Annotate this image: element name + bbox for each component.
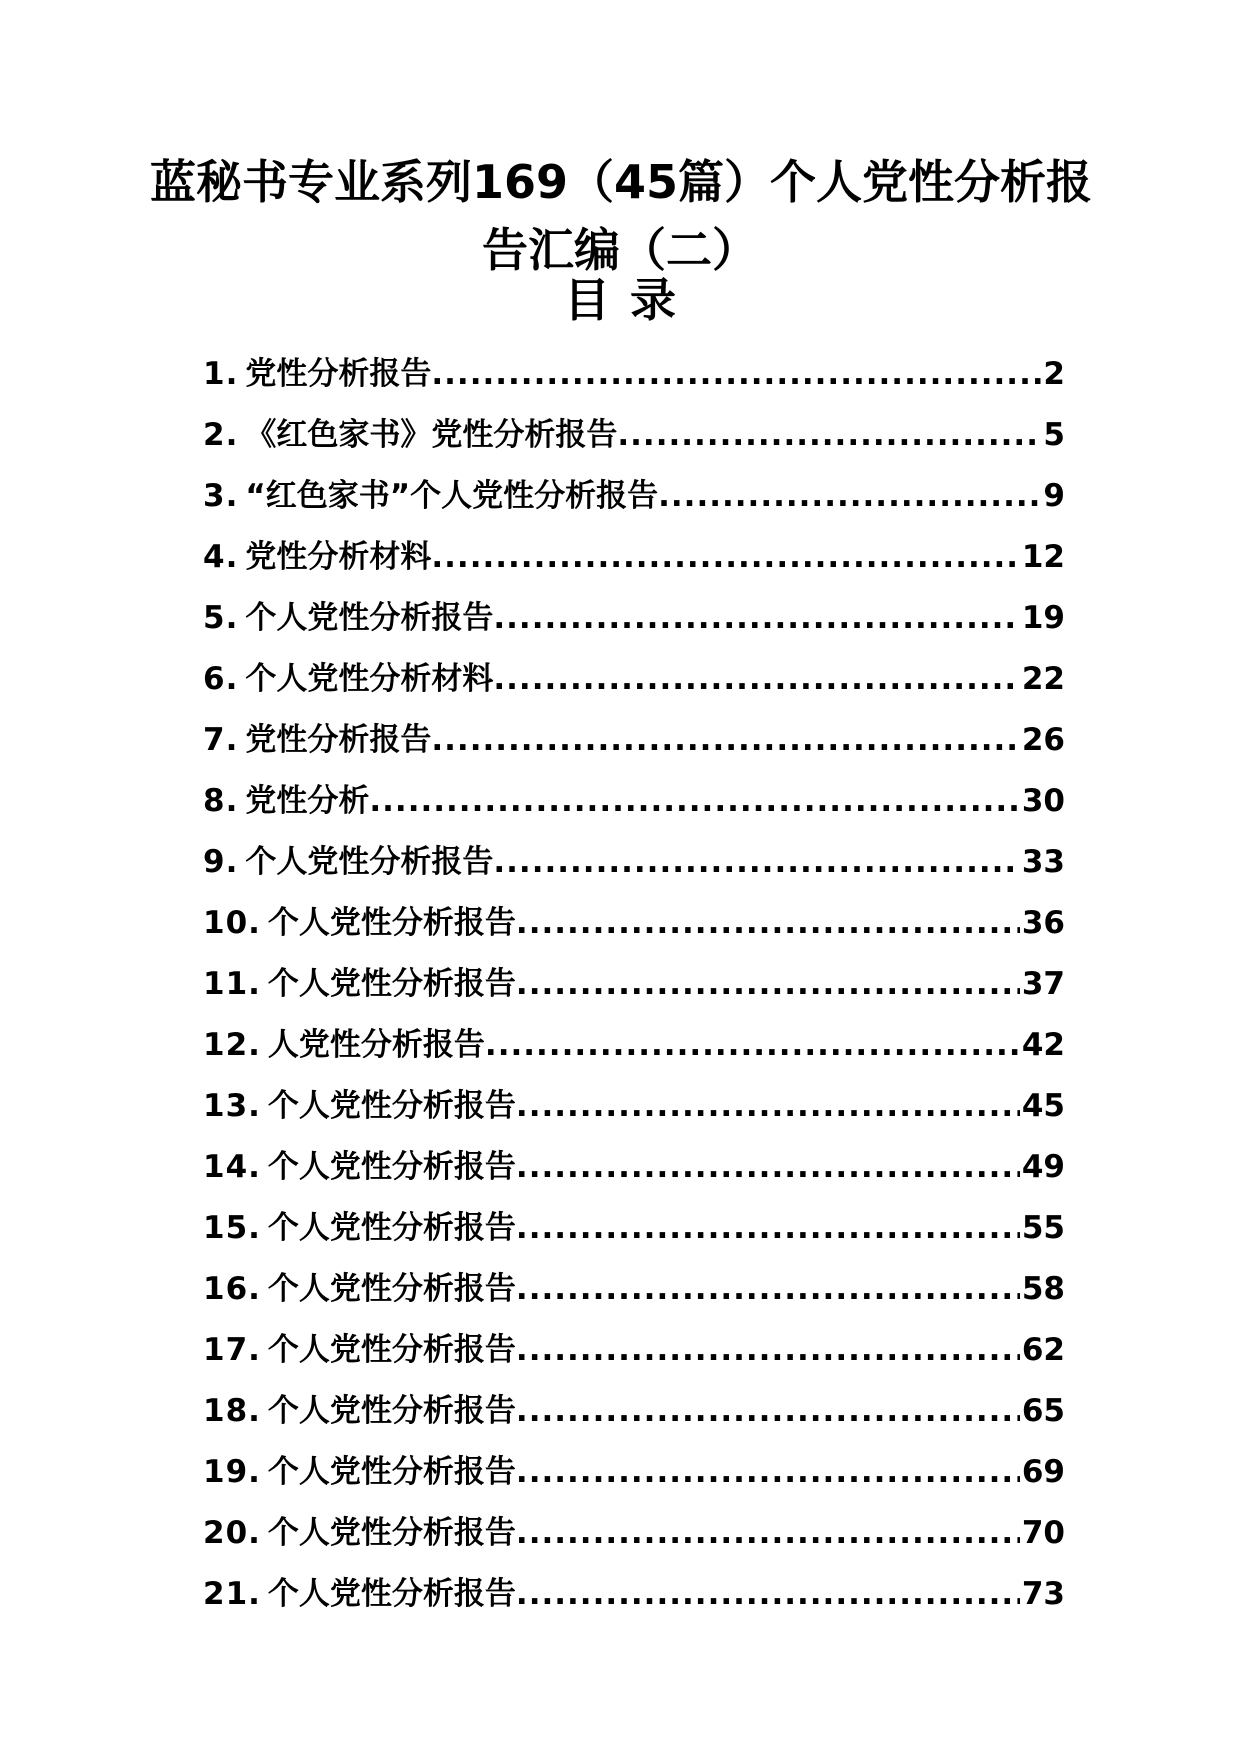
toc-entry-separator: .: [248, 966, 260, 1002]
toc-entry-number: 8: [203, 783, 226, 819]
toc-entry-separator: .: [225, 844, 238, 880]
toc-dot-leader: [516, 1076, 1020, 1137]
toc-entry-separator: .: [248, 1088, 260, 1124]
toc-entry-number: 16: [203, 1271, 249, 1307]
toc-entry-separator: .: [248, 1332, 260, 1368]
toc-dot-leader: [485, 1015, 1020, 1076]
toc-entry[interactable]: [203, 1198, 1065, 1259]
toc-entry-page-number: 58: [1021, 1271, 1065, 1307]
toc-entry-title: 个人党性分析报告: [267, 1454, 516, 1490]
toc-entry-number: 6: [203, 661, 226, 697]
toc-entry-number: 7: [203, 722, 226, 758]
toc-entry-separator: .: [248, 1149, 260, 1185]
toc-entry-separator: .: [225, 661, 238, 697]
toc-entry-separator: .: [248, 1515, 260, 1551]
toc-entry-title: 个人党性分析报告: [267, 1393, 516, 1429]
toc-entry-title: 党性分析报告: [245, 722, 432, 758]
toc-dot-leader: [516, 1442, 1020, 1503]
toc-entry[interactable]: [203, 771, 1065, 832]
toc-entry-page-number: 37: [1021, 966, 1065, 1002]
toc-dot-leader: [516, 1198, 1020, 1259]
toc-entry-number: 17: [203, 1332, 249, 1368]
toc-entry-separator: .: [248, 905, 260, 941]
toc-entry-separator: .: [225, 783, 238, 819]
toc-entry-title: 个人党性分析报告: [267, 1210, 516, 1246]
toc-entry-separator: .: [248, 1576, 260, 1612]
toc-heading: 目录: [564, 273, 696, 327]
toc-entry-number: 10: [203, 905, 249, 941]
toc-entry-page-number: 12: [1021, 539, 1065, 575]
toc-entry-page-number: 19: [1021, 600, 1065, 636]
toc-entry[interactable]: [203, 1381, 1065, 1442]
toc-dot-leader: [493, 588, 1020, 649]
toc-entry-separator: .: [225, 356, 238, 392]
table-of-contents: [203, 344, 1065, 1625]
toc-entry[interactable]: [203, 1503, 1065, 1564]
toc-entry-separator: .: [225, 722, 238, 758]
toc-entry-title: 个人党性分析材料: [245, 661, 494, 697]
toc-dot-leader: [516, 1503, 1020, 1564]
toc-entry-number: 11: [203, 966, 249, 1002]
toc-entry-page-number: 9: [1043, 478, 1065, 514]
toc-entry-page-number: 65: [1021, 1393, 1065, 1429]
toc-entry-number: 2: [203, 417, 226, 453]
toc-entry-title: 个人党性分析报告: [267, 905, 516, 941]
toc-dot-leader: [516, 954, 1020, 1015]
toc-dot-leader: [431, 527, 1020, 588]
toc-dot-leader: [516, 1137, 1020, 1198]
toc-entry[interactable]: [203, 954, 1065, 1015]
toc-entry-number: 5: [203, 600, 226, 636]
toc-entry-title: 《红色家书》党性分析报告: [245, 417, 618, 453]
toc-dot-leader: [516, 1320, 1020, 1381]
toc-entry-separator: .: [225, 478, 238, 514]
document-title-line-2: 告汇编（二）: [482, 223, 758, 277]
toc-entry[interactable]: [203, 405, 1065, 466]
toc-dot-leader: [493, 832, 1020, 893]
toc-entry-page-number: 73: [1021, 1576, 1065, 1612]
toc-dot-leader: [658, 466, 1041, 527]
toc-entry-number: 14: [203, 1149, 249, 1185]
toc-entry-page-number: 45: [1021, 1088, 1065, 1124]
toc-entry-number: 20: [203, 1515, 249, 1551]
toc-entry-separator: .: [248, 1393, 260, 1429]
toc-entry[interactable]: [203, 1259, 1065, 1320]
toc-entry-separator: .: [248, 1454, 260, 1490]
toc-dot-leader: [431, 344, 1041, 405]
toc-entry-page-number: 36: [1021, 905, 1065, 941]
toc-entry-separator: .: [225, 417, 238, 453]
toc-dot-leader: [617, 405, 1041, 466]
toc-entry-number: 3: [203, 478, 226, 514]
toc-entry-title: 个人党性分析报告: [267, 1149, 516, 1185]
toc-entry-separator: .: [248, 1027, 260, 1063]
toc-entry-title: 党性分析: [245, 783, 370, 819]
toc-entry-number: 19: [203, 1454, 249, 1490]
document-title-line-1: 蓝秘书专业系列169（45篇）个人党性分析报: [150, 155, 1093, 209]
toc-entry-number: 13: [203, 1088, 249, 1124]
toc-entry[interactable]: [203, 1015, 1065, 1076]
toc-dot-leader: [493, 649, 1020, 710]
document-title: [150, 148, 1093, 284]
toc-entry-title: 人党性分析报告: [267, 1027, 485, 1063]
toc-entry-page-number: 30: [1021, 783, 1065, 819]
toc-entry[interactable]: [203, 344, 1065, 405]
toc-dot-leader: [516, 1564, 1020, 1625]
toc-entry-page-number: 5: [1043, 417, 1065, 453]
toc-entry[interactable]: [203, 893, 1065, 954]
toc-entry-page-number: 62: [1021, 1332, 1065, 1368]
toc-entry-title: “红色家书”个人党性分析报告: [245, 478, 659, 514]
toc-dot-leader: [516, 893, 1020, 954]
toc-entry-page-number: 22: [1021, 661, 1065, 697]
toc-entry-title: 个人党性分析报告: [267, 1271, 516, 1307]
toc-entry-page-number: 69: [1021, 1454, 1065, 1490]
toc-entry-title: 个人党性分析报告: [245, 844, 494, 880]
toc-entry-page-number: 26: [1021, 722, 1065, 758]
toc-entry-number: 1: [203, 356, 226, 392]
toc-entry-number: 18: [203, 1393, 249, 1429]
toc-entry-title: 党性分析报告: [245, 356, 432, 392]
toc-entry[interactable]: [203, 588, 1065, 649]
toc-entry[interactable]: [203, 1137, 1065, 1198]
toc-entry-page-number: 2: [1043, 356, 1065, 392]
toc-entry[interactable]: [203, 527, 1065, 588]
toc-entry-page-number: 70: [1021, 1515, 1065, 1551]
toc-entry-title: 个人党性分析报告: [267, 1088, 516, 1124]
toc-entry[interactable]: [203, 1320, 1065, 1381]
toc-entry-title: 党性分析材料: [245, 539, 432, 575]
toc-entry[interactable]: [203, 649, 1065, 710]
toc-entry-page-number: 55: [1021, 1210, 1065, 1246]
toc-entry[interactable]: [203, 466, 1065, 527]
toc-entry-title: 个人党性分析报告: [267, 966, 516, 1002]
toc-entry-separator: .: [248, 1271, 260, 1307]
toc-entry[interactable]: [203, 1564, 1065, 1625]
toc-dot-leader: [431, 710, 1020, 771]
toc-entry-page-number: 42: [1021, 1027, 1065, 1063]
toc-entry-title: 个人党性分析报告: [267, 1332, 516, 1368]
toc-entry-number: 4: [203, 539, 226, 575]
toc-entry-page-number: 49: [1021, 1149, 1065, 1185]
toc-entry-number: 12: [203, 1027, 249, 1063]
toc-entry-number: 15: [203, 1210, 249, 1246]
toc-entry[interactable]: [203, 1442, 1065, 1503]
toc-entry-title: 个人党性分析报告: [245, 600, 494, 636]
toc-entry-title: 个人党性分析报告: [267, 1515, 516, 1551]
toc-dot-leader: [516, 1259, 1020, 1320]
toc-dot-leader: [516, 1381, 1020, 1442]
toc-entry-separator: .: [248, 1210, 260, 1246]
toc-entry[interactable]: [203, 710, 1065, 771]
toc-entry[interactable]: [203, 832, 1065, 893]
toc-entry-number: 21: [203, 1576, 249, 1612]
toc-entry-separator: .: [225, 539, 238, 575]
toc-entry-number: 9: [203, 844, 226, 880]
toc-dot-leader: [369, 771, 1020, 832]
toc-entry-title: 个人党性分析报告: [267, 1576, 516, 1612]
toc-entry-page-number: 33: [1021, 844, 1065, 880]
toc-entry[interactable]: [203, 1076, 1065, 1137]
toc-entry-separator: .: [225, 600, 238, 636]
